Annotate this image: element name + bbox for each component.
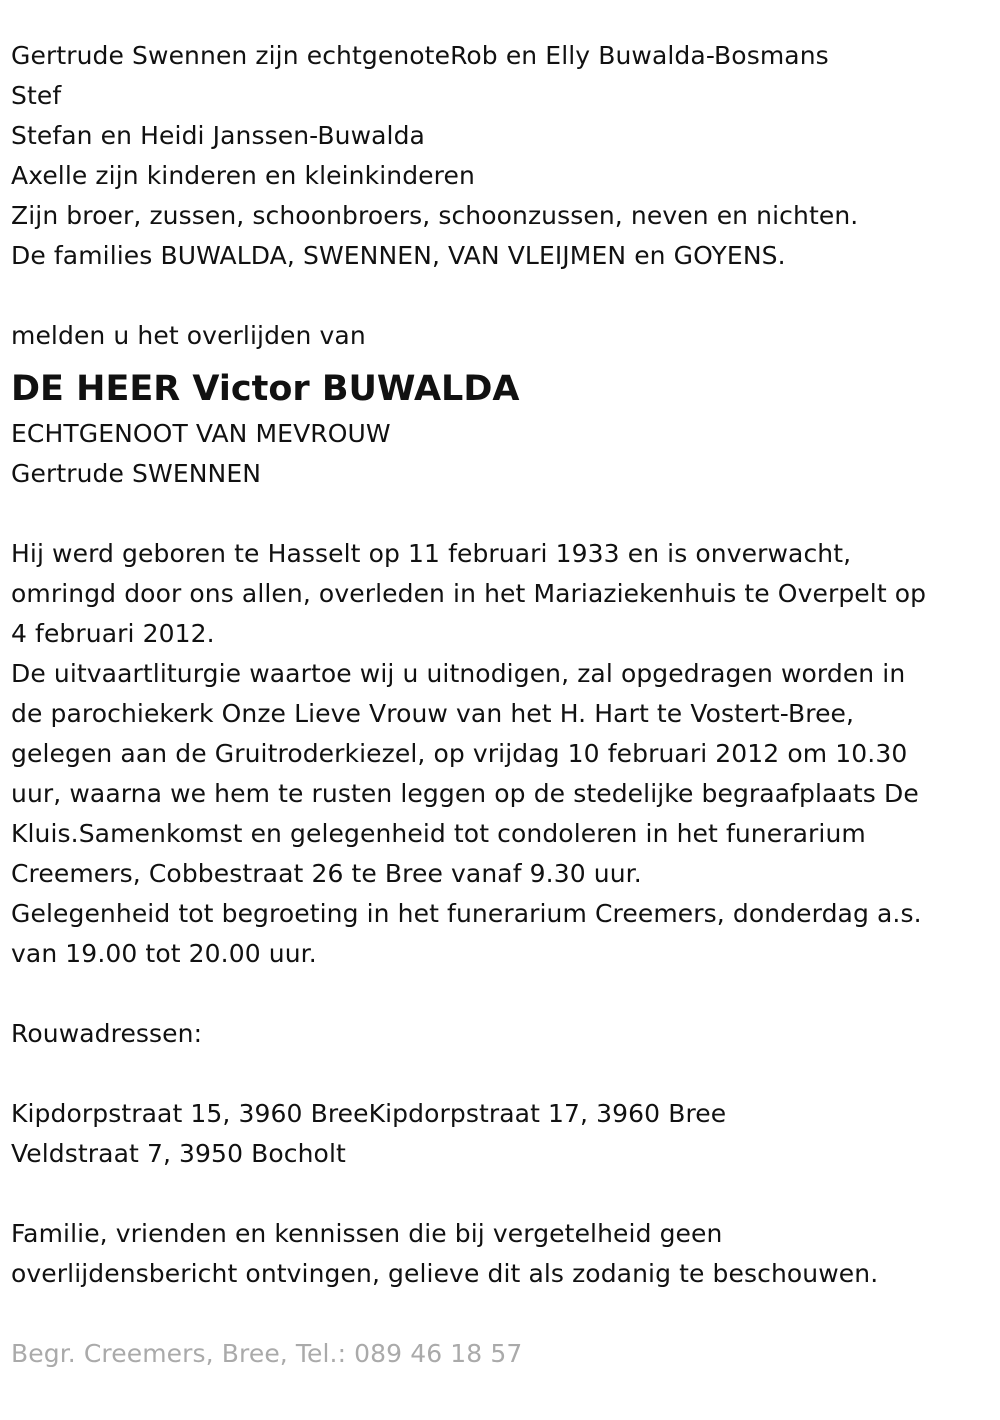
details-line: 4 februari 2012. bbox=[11, 619, 215, 648]
details-block bbox=[11, 534, 991, 974]
addresses-block bbox=[11, 1094, 991, 1174]
address-line: Kipdorpstraat 15, 3960 BreeKipdorpstraat 17, 3960 Bree bbox=[11, 1099, 727, 1128]
addresses-heading: Rouwadressen: bbox=[11, 1019, 203, 1048]
details-line: van 19.00 tot 20.00 uur. bbox=[11, 939, 317, 968]
families-line: Stef bbox=[11, 81, 62, 110]
families-line: Gertrude Swennen zijn echtgenoteRob en Elly Buwalda-Bosmans bbox=[11, 41, 829, 70]
details-line: Hij werd geboren te Hasselt op 11 februari 1933 en is onverwacht, bbox=[11, 539, 852, 568]
death-notice bbox=[11, 36, 991, 1374]
families-line: Stefan en Heidi Janssen-Buwalda bbox=[11, 121, 425, 150]
closing-line: Familie, vrienden en kennissen die bij vergetelheid geen bbox=[11, 1219, 723, 1248]
spacer bbox=[11, 494, 991, 534]
announce-text: melden u het overlijden van bbox=[11, 321, 366, 350]
details-line: omringd door ons allen, overleden in het Mariaziekenhuis te Overpelt op bbox=[11, 579, 927, 608]
details-line: de parochiekerk Onze Lieve Vrouw van het H. Hart te Vostert-Bree, bbox=[11, 699, 855, 728]
families-line: De families BUWALDA, SWENNEN, VAN VLEIJMEN en GOYENS. bbox=[11, 241, 786, 270]
details-line: Gelegenheid tot begroeting in het funerarium Creemers, donderdag a.s. bbox=[11, 899, 922, 928]
families-line: Axelle zijn kinderen en kleinkinderen bbox=[11, 161, 475, 190]
spacer bbox=[11, 1054, 991, 1094]
deceased-title: ECHTGENOOT VAN MEVROUW bbox=[11, 419, 391, 448]
spacer bbox=[11, 974, 991, 1014]
address-line: Veldstraat 7, 3950 Bocholt bbox=[11, 1139, 346, 1168]
details-line: Kluis.Samenkomst en gelegenheid tot condoleren in het funerarium bbox=[11, 819, 866, 848]
details-line: De uitvaartliturgie waartoe wij u uitnodigen, zal opgedragen worden in bbox=[11, 659, 906, 688]
details-line: uur, waarna we hem te rusten leggen op de stedelijke begraafplaats De bbox=[11, 779, 919, 808]
families-line: Zijn broer, zussen, schoonbroers, schoonzussen, neven en nichten. bbox=[11, 201, 859, 230]
details-line: gelegen aan de Gruitroderkiezel, op vrijdag 10 februari 2012 om 10.30 bbox=[11, 739, 908, 768]
spacer bbox=[11, 1294, 991, 1334]
details-line: Creemers, Cobbestraat 26 te Bree vanaf 9.30 uur. bbox=[11, 859, 642, 888]
deceased-spouse: Gertrude SWENNEN bbox=[11, 459, 262, 488]
closing-block bbox=[11, 1214, 991, 1294]
spacer bbox=[11, 276, 991, 316]
deceased-name: DE HEER Victor BUWALDA bbox=[11, 369, 520, 409]
families-block bbox=[11, 36, 991, 276]
spacer bbox=[11, 1174, 991, 1214]
closing-line: overlijdensbericht ontvingen, gelieve dit als zodanig te beschouwen. bbox=[11, 1259, 879, 1288]
funeral-home-footer: Begr. Creemers, Bree, Tel.: 089 46 18 57 bbox=[11, 1339, 523, 1368]
